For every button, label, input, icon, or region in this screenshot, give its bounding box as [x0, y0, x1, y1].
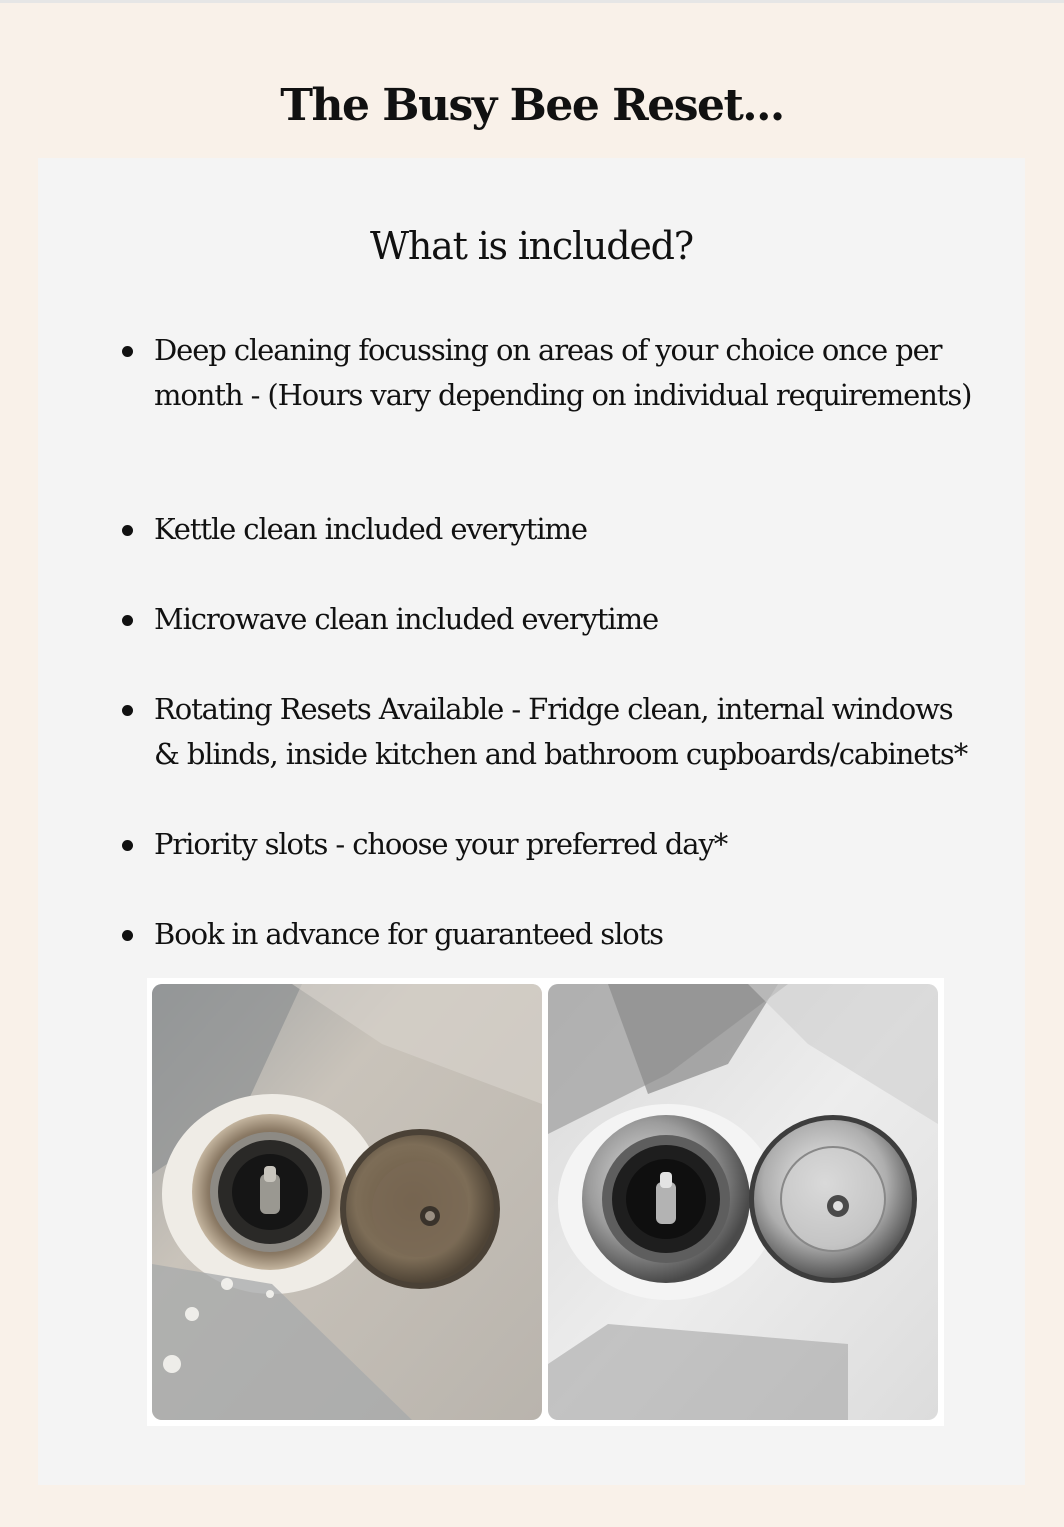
bullet-icon [122, 615, 133, 626]
bullet-icon [122, 346, 133, 357]
list-item [154, 912, 974, 957]
list-item [154, 328, 974, 418]
page-title: The Busy Bee Reset... [280, 80, 784, 131]
list-item-text: Book in advance for guaranteed slots [154, 917, 663, 951]
list-item [154, 507, 974, 552]
list-item-text: Deep cleaning focussing on areas of your choice once per month - (Hours vary depending on individual requirements) [154, 333, 972, 412]
bullet-icon [122, 840, 133, 851]
list-item [154, 687, 984, 777]
list-item-text: Microwave clean included everytime [154, 602, 659, 636]
section-heading: What is included? [370, 224, 693, 268]
included-card [38, 158, 1025, 1485]
after-photo [548, 984, 938, 1420]
bullet-icon [122, 930, 133, 941]
list-item [154, 597, 974, 642]
top-divider [0, 0, 1064, 3]
list-item [154, 822, 974, 867]
before-after-photos [147, 978, 944, 1426]
list-item-text: Rotating Resets Available - Fridge clean, internal windows & blinds, inside kitchen and bathroom cupboards/cabinets* [154, 692, 968, 771]
bullet-icon [122, 705, 133, 716]
before-photo [152, 984, 542, 1420]
list-item-text: Priority slots - choose your preferred day* [154, 827, 728, 861]
list-item-text: Kettle clean included everytime [154, 512, 587, 546]
bullet-icon [122, 525, 133, 536]
